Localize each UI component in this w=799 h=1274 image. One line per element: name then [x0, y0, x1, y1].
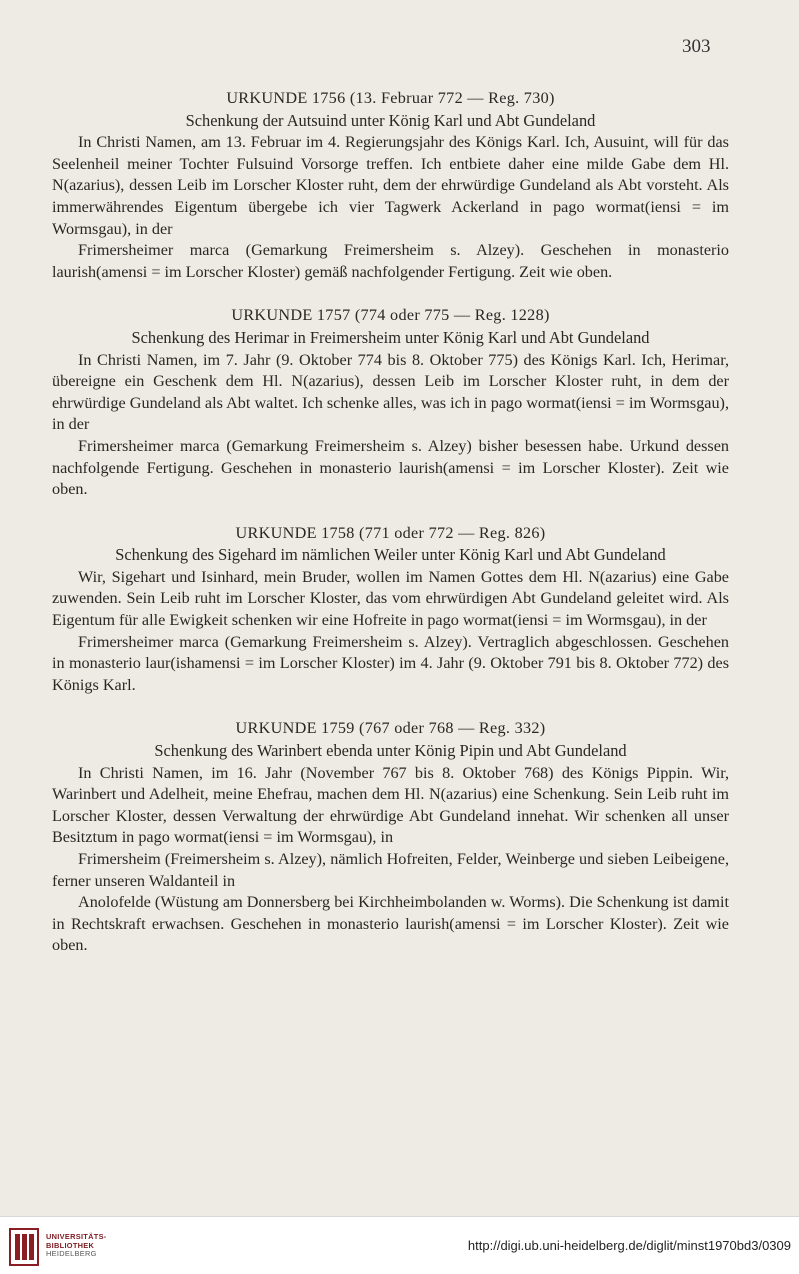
- charter-1759: [52, 718, 729, 957]
- library-name: [46, 1233, 107, 1259]
- charter-paragraph: Anolofelde (Wüstung am Donnersberg bei Kirchheimbolanden w. Worms). Die Schenkung ist damit in Rechtskraft erwachsen. Geschehen in monasterio laurish(amensi = im Lorscher Kloster). Zeit wie oben.: [52, 893, 729, 955]
- charter-title: Schenkung des Herimar in Freimersheim unter König Karl und Abt Gundeland: [131, 327, 650, 347]
- charter-paragraph: Frimersheimer marca (Gemarkung Freimersheim s. Alzey). Geschehen in monasterio laurish(amensi = im Lorscher Kloster) gemäß nachfolgender Fertigung. Zeit wie oben.: [52, 241, 729, 281]
- library-logo-icon[interactable]: [8, 1227, 40, 1267]
- charter-1757: [52, 305, 729, 500]
- charter-header: URKUNDE 1756 (13. Februar 772 — Reg. 730): [226, 89, 555, 107]
- charter-paragraph: In Christi Namen, am 13. Februar im 4. Regierungsjahr des Königs Karl. Ich, Ausuint, will für das Seelenheil meiner Tochter Fulsuind Vorsorge treffen. Ich entbiete daher eine milde Gabe dem Hl. N(azarius), dessen Leib im Lorscher Kloster ruht, dem der ehrwürdige Gundeland als Abt vorsteht. Als immerwährendes Eigentum übergebe ich vier Tagwerk Ackerland in pago wormat(iensi = im Wormsgau), in der: [52, 133, 729, 238]
- page-content: [52, 88, 729, 957]
- charter-header: URKUNDE 1758 (771 oder 772 — Reg. 826): [235, 523, 546, 542]
- charter-1758: [52, 523, 729, 697]
- page-number: 303: [682, 36, 711, 57]
- charter-header: URKUNDE 1759 (767 oder 768 — Reg. 332): [235, 719, 546, 738]
- charter-paragraph: Frimersheim (Freimersheim s. Alzey), nämlich Hofreiten, Felder, Weinberge und sieben Leibeigene, ferner unseren Waldanteil in: [52, 850, 729, 890]
- charter-paragraph: Wir, Sigehart und Isinhard, mein Bruder, wollen im Namen Gottes dem Hl. N(azarius) eine Gabe zuwenden. Sein Leib ruht im Lorscher Kloster, das vom ehrwürdigen Abt Gundeland geleitet wird. Als Eigentum für alle Ewigkeit schenken wir eine Hofreite in pago wormat(iensi = im Wormsgau), in der: [52, 567, 729, 630]
- charter-title: Schenkung des Warinbert ebenda unter König Pipin und Abt Gundeland: [154, 741, 627, 761]
- charter-paragraph: Frimersheimer marca (Gemarkung Freimersheim s. Alzey) bisher besessen habe. Urkund dessen nachfolgende Fertigung. Geschehen in monasterio laurish(amensi = im Lorscher Kloster). Zeit wie oben.: [52, 436, 729, 499]
- charter-paragraph: Frimersheimer marca (Gemarkung Freimersheim s. Alzey). Vertraglich abgeschlossen. Geschehen in monasterio laur(ishamensi = im Lorscher Kloster) im 4. Jahr (9. Oktober 791 bis 8. Oktober 772) des Königs Karl.: [52, 632, 729, 694]
- library-name-line: UNIVERSITÄTS-: [46, 1232, 107, 1241]
- charter-1756: [52, 88, 729, 283]
- library-name-line: BIBLIOTHEK: [46, 1240, 95, 1250]
- charter-paragraph: In Christi Namen, im 7. Jahr (9. Oktober 774 bis 8. Oktober 775) des Königs Karl. Ich, Herimar, übereigne ein Geschenk dem Hl. N(azarius), dessen Leib im Lorscher Kloster ruht, in dem der ehrwürdige Gundeland als Abt waltet. Ich schenke alles, was ich in pago wormat(iensi = im Wormsgau), in der: [52, 350, 729, 434]
- charter-title: Schenkung des Sigehard im nämlichen Weiler unter König Karl und Abt Gundeland: [115, 545, 666, 565]
- charter-paragraph: In Christi Namen, im 16. Jahr (November 767 bis 8. Oktober 768) des Königs Pippin. Wir, Warinbert und Adelheit, meine Ehefrau, machen dem Hl. N(azarius) eine Schenkung. Sein Leib ruht im Lorscher Kloster, dessen Verwaltung der ehrwürdige Abt Gundeland innehat. Wir schenken all unser Besitztum in pago wormat(iensi = im Wormsgau), in: [52, 763, 729, 847]
- charter-header: URKUNDE 1757 (774 oder 775 — Reg. 1228): [231, 306, 550, 325]
- charter-title: Schenkung der Autsuind unter König Karl und Abt Gundeland: [185, 110, 596, 130]
- viewer-footer: [0, 1216, 799, 1274]
- permalink-url[interactable]: http://digi.ub.uni-heidelberg.de/diglit/minst1970bd3/0309: [467, 1238, 791, 1253]
- library-name-line: HEIDELBERG: [46, 1249, 97, 1259]
